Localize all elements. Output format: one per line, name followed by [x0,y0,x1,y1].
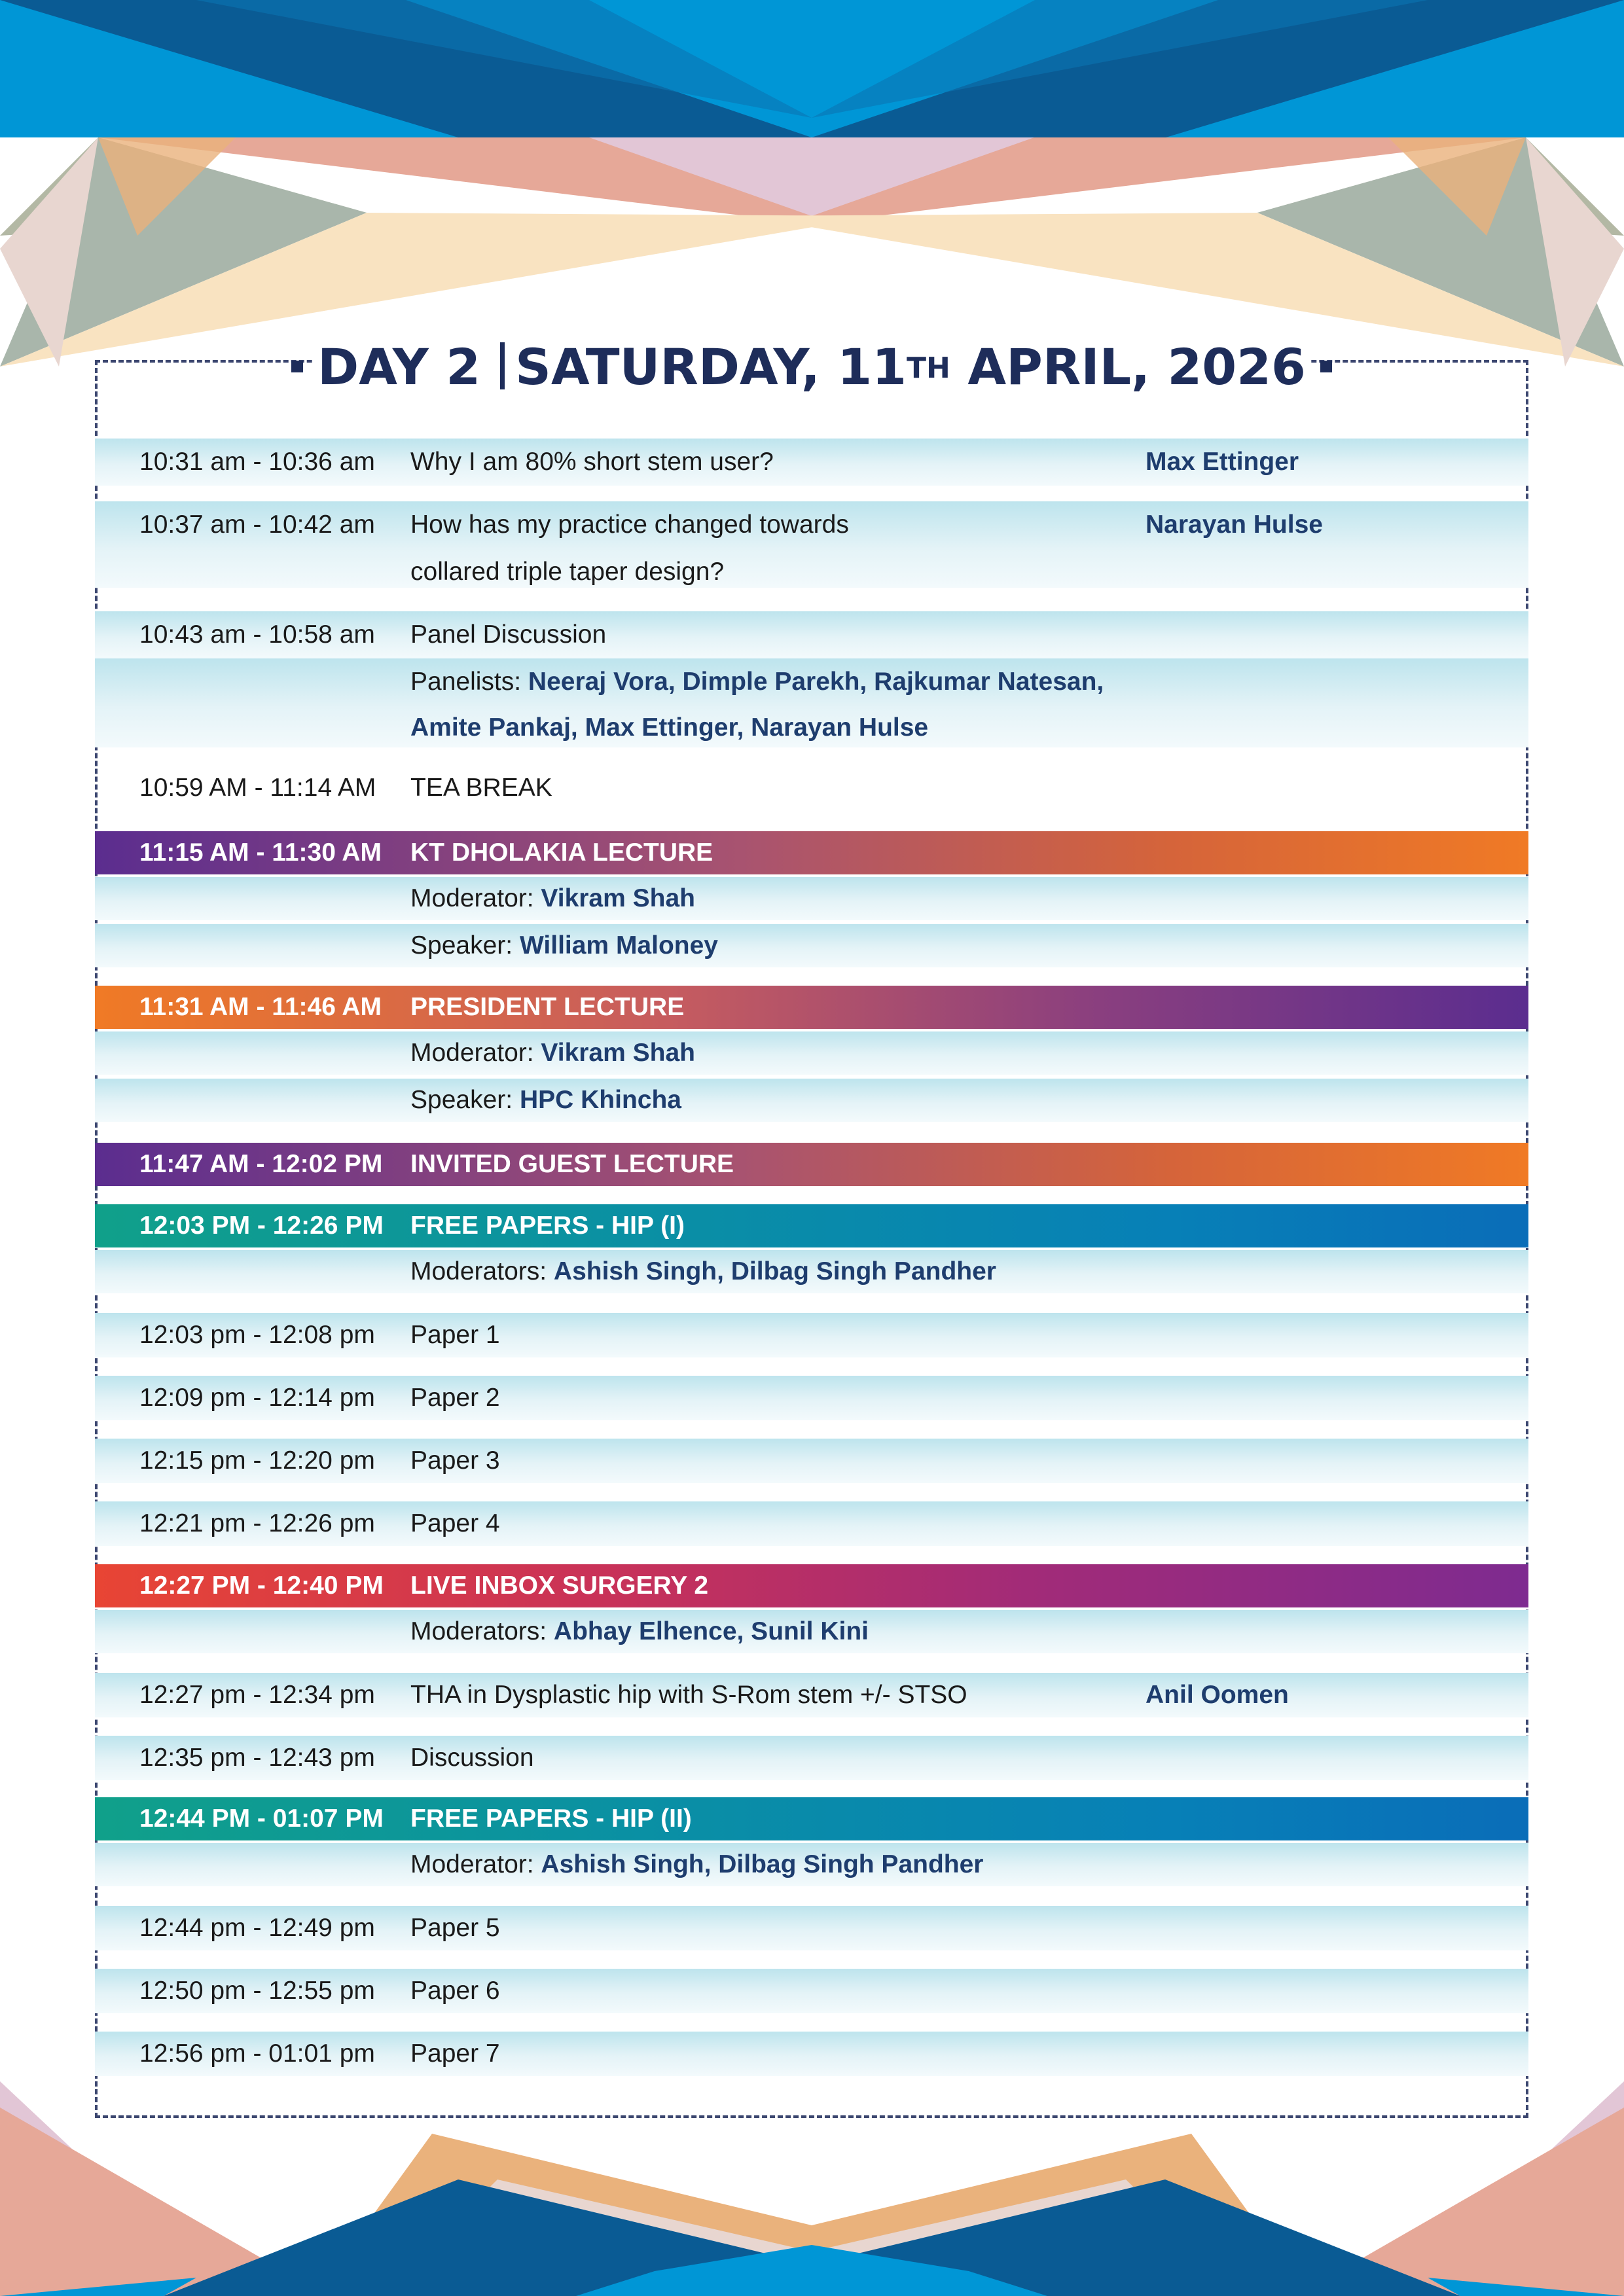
schedule-row [95,1969,1528,2013]
topic: TEA BREAK [410,774,552,802]
schedule-row [95,1673,1528,1717]
session-title: FREE PAPERS - HIP (I) [410,1211,685,1240]
time: 12:15 pm - 12:20 pm [139,1446,375,1475]
session-time: 11:47 AM - 12:02 PM [139,1150,383,1178]
session-time: 11:15 AM - 11:30 AM [139,838,382,867]
title-square-left [291,361,303,372]
time: 10:59 AM - 11:14 AM [139,774,376,802]
time: 12:27 pm - 12:34 pm [139,1681,375,1709]
time: 12:50 pm - 12:55 pm [139,1977,375,2005]
moderator-label: Moderators: [410,1257,554,1285]
topic: Paper 3 [410,1446,500,1475]
topic: Why I am 80% short stem user? [410,448,774,476]
moderator-label: Moderator: [410,1039,541,1067]
moderator-names: Ashish Singh, Dilbag Singh Pandher [553,1257,996,1285]
session-title: FREE PAPERS - HIP (II) [410,1804,692,1833]
top-geometric-banner [0,0,1624,380]
moderator-label: Moderator: [410,884,541,912]
schedule-row [95,1501,1528,1546]
moderator-row [95,1250,1528,1293]
session-title: LIVE INBOX SURGERY 2 [410,1571,709,1600]
date-month-year: APRIL, 2026 [950,337,1306,396]
speaker-line [410,924,718,967]
day-label: DAY 2 [317,337,481,396]
panelist-names-continued: Amite Pankaj, Max Ettinger, Narayan Hulse [410,713,929,742]
speaker: Max Ettinger [1146,448,1299,476]
moderator-label: Moderators: [410,1617,554,1645]
session-time: 11:31 AM - 11:46 AM [139,993,382,1021]
date-text: SATURDAY, 11 [515,337,907,396]
session-header [95,1204,1528,1247]
moderator-name: Vikram Shah [541,1039,695,1067]
title-divider [500,342,505,389]
title-square-right [1320,361,1332,372]
session-title: PRESIDENT LECTURE [410,993,685,1021]
topic: Paper 1 [410,1321,500,1349]
moderator-name: Vikram Shah [541,884,695,912]
panelists-row [95,658,1528,747]
moderator-row [95,1031,1528,1075]
moderator-label: Moderator: [410,1850,541,1878]
topic: Paper 4 [410,1509,500,1537]
session-header [95,986,1528,1029]
schedule-row [95,1313,1528,1357]
speaker-name: HPC Khincha [519,1086,681,1114]
session-time: 12:27 PM - 12:40 PM [139,1571,384,1600]
time: 10:43 am - 10:58 am [139,620,375,649]
topic: Paper 6 [410,1977,500,2005]
moderator [410,1610,869,1653]
moderator-names: Ashish Singh, Dilbag Singh Pandher [541,1850,984,1878]
topic: Paper 7 [410,2039,500,2068]
topic: Paper 5 [410,1914,500,1942]
topic: THA in Dysplastic hip with S-Rom stem +/- STSO [410,1681,967,1709]
session-title: KT DHOLAKIA LECTURE [410,838,713,867]
day-title [317,338,1306,396]
speaker-name: William Maloney [519,931,718,960]
speaker-row [95,924,1528,967]
schedule-row [95,439,1528,486]
session-time: 12:44 PM - 01:07 PM [139,1804,384,1833]
time: 10:37 am - 10:42 am [139,511,375,539]
moderator-row [95,1610,1528,1653]
schedule-row [95,1906,1528,1950]
time: 12:03 pm - 12:08 pm [139,1321,375,1349]
panelists-label: Panelists: [410,668,528,696]
date-suffix: TH [907,351,950,385]
session-header [95,831,1528,874]
time: 12:09 pm - 12:14 pm [139,1384,375,1412]
topic-continued: collared triple taper design? [410,558,725,586]
moderator [410,877,695,920]
speaker-row [95,1079,1528,1122]
moderator-row [95,877,1528,920]
session-title: INVITED GUEST LECTURE [410,1150,734,1178]
speaker: Narayan Hulse [1146,511,1323,539]
schedule-row [95,764,1528,812]
speaker-line [410,1079,681,1122]
session-header [95,1564,1528,1607]
schedule-row [95,1376,1528,1420]
panelist-names: Neeraj Vora, Dimple Parekh, Rajkumar Natesan, [528,668,1104,696]
session-header [95,1143,1528,1186]
topic: Panel Discussion [410,620,607,649]
panelists [410,658,1104,706]
session-header [95,1797,1528,1840]
schedule-row [95,2032,1528,2076]
schedule-row [95,501,1528,588]
time: 12:21 pm - 12:26 pm [139,1509,375,1537]
schedule-row [95,1439,1528,1483]
time: 12:35 pm - 12:43 pm [139,1744,375,1772]
time: 12:44 pm - 12:49 pm [139,1914,375,1942]
page-title [314,327,1309,406]
speaker: Anil Oomen [1146,1681,1289,1709]
moderator [410,1250,996,1293]
speaker-label: Speaker: [410,931,520,960]
moderator-names: Abhay Elhence, Sunil Kini [553,1617,869,1645]
moderator [410,1031,695,1075]
session-time: 12:03 PM - 12:26 PM [139,1211,384,1240]
topic: Discussion [410,1744,534,1772]
topic: Paper 2 [410,1384,500,1412]
topic: How has my practice changed towards [410,511,849,539]
speaker-label: Speaker: [410,1086,520,1114]
moderator [410,1843,983,1886]
schedule-row [95,1736,1528,1780]
schedule-row [95,611,1528,658]
moderator-row [95,1843,1528,1886]
time: 12:56 pm - 01:01 pm [139,2039,375,2068]
time: 10:31 am - 10:36 am [139,448,375,476]
